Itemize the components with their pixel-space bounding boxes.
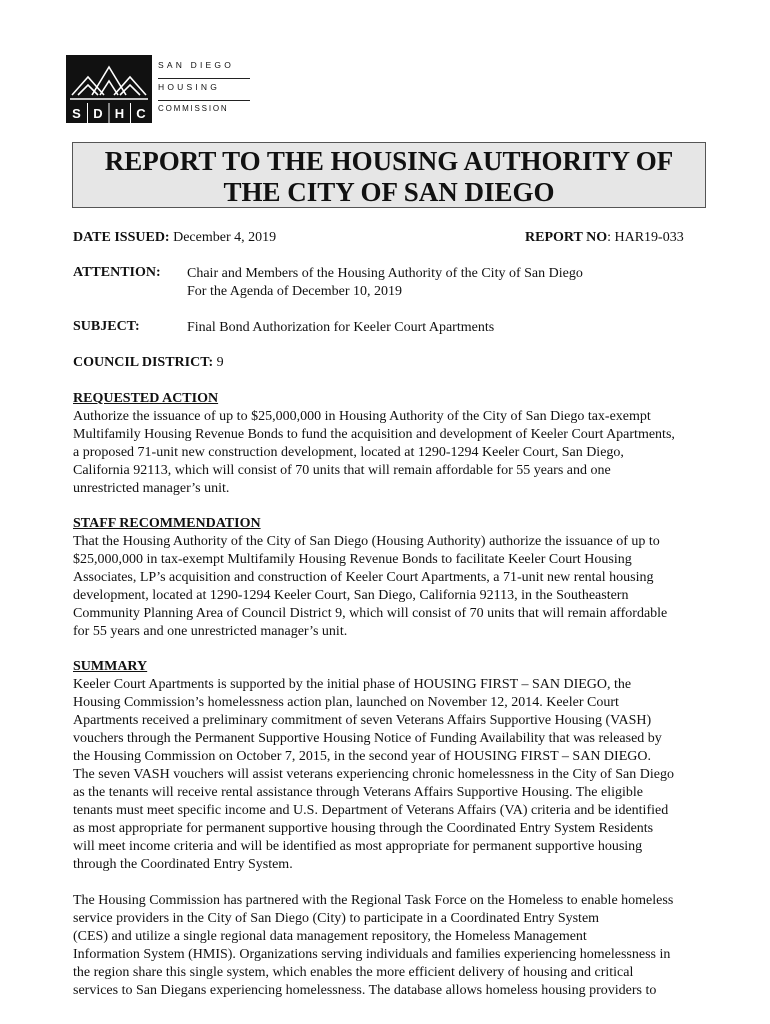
report-number-value: HAR19-033 — [614, 230, 684, 245]
requested-action-section — [73, 390, 723, 498]
attention-value — [187, 265, 583, 301]
summary-line: The Housing Commission has partnered with the Regional Task Force on the Homeless to enable homeless — [73, 893, 674, 908]
requested-action-line: a proposed 71-unit new construction development, located at 1290-1294 Keeler Court, San Diego, — [73, 445, 624, 460]
summary-line: Keeler Court Apartments is supported by the initial phase of HOUSING FIRST – SAN DIEGO, the — [73, 677, 632, 692]
summary-line: tenants must meet specific income and U.S. Department of Veterans Affairs (VA) criteria and be identified — [73, 803, 669, 818]
requested-action-line: Multifamily Housing Revenue Bonds to fund the acquisition and development of Keeler Court Apartments, — [73, 427, 675, 442]
attention-line2: For the Agenda of December 10, 2019 — [187, 284, 402, 299]
summary-line: The seven VASH vouchers will assist veterans experiencing chronic homelessness in the City of San Diego — [73, 767, 674, 782]
report-title — [72, 142, 706, 208]
summary-line: service providers in the City of San Diego (City) to participate in a Coordinated Entry System — [73, 911, 600, 926]
summary-line: as the tenants will receive rental assistance through Veterans Affairs Supportive Housing. The eligible — [73, 785, 643, 800]
logo-line-commission: COMMISSION — [158, 104, 229, 113]
report-number-label: REPORT NO — [525, 230, 608, 245]
requested-action-line: Authorize the issuance of up to $25,000,000 in Housing Authority of the City of San Diego tax-exempt — [73, 409, 651, 424]
report-number: REPORT NO: HAR19-033 — [525, 230, 684, 245]
council-district — [73, 354, 224, 372]
council-district-value: 9 — [216, 355, 224, 370]
logo-wordmark — [158, 57, 250, 122]
logo-line-housing: HOUSING — [158, 79, 250, 101]
logo-line-san-diego: SAN DIEGO — [158, 57, 250, 79]
summary-line: as most appropriate for permanent supportive housing through the Coordinated Entry System Residents — [73, 821, 654, 836]
summary-line: the Housing Commission on October 7, 2015, in the second year of HOUSING FIRST – SAN DIEGO. — [73, 749, 651, 764]
summary-line: through the Coordinated Entry System. — [73, 857, 293, 872]
requested-action-heading: REQUESTED ACTION — [73, 391, 219, 406]
requested-action-line: California 92113, which will consist of 70 units that will remain affordable for 55 years and one — [73, 463, 611, 478]
date-issued-label: DATE ISSUED: — [73, 230, 170, 245]
requested-action-line: unrestricted manager’s unit. — [73, 481, 230, 496]
staff-recommendation-line: That the Housing Authority of the City of San Diego (Housing Authority) authorize the issuance of up to — [73, 534, 660, 549]
staff-recommendation-line: development, located at 1290-1294 Keeler Court, San Diego, California 92113, in the Southeastern — [73, 588, 629, 603]
emblem-letter: S — [72, 106, 81, 121]
paragraph-gap — [73, 874, 723, 892]
emblem-letter: D — [93, 106, 103, 121]
staff-recommendation-line: for 55 years and one unrestricted manager’s unit. — [73, 624, 348, 639]
summary-line: services to San Diegans experiencing homelessness. The database allows homeless housing providers to — [73, 983, 657, 998]
date-issued-value: December 4, 2019 — [173, 230, 277, 245]
summary-line: (CES) and utilize a single regional data management repository, the Homeless Management — [73, 929, 587, 944]
subject-value: Final Bond Authorization for Keeler Court Apartments — [187, 320, 495, 335]
summary-line: the region share this single system, which enables the more efficient delivery of housing and critical — [73, 965, 634, 980]
staff-recommendation-line: Associates, LP’s acquisition and construction of Keeler Court Apartments, a 71-unit new rental housing — [73, 570, 654, 585]
emblem-letter: C — [136, 106, 146, 121]
report-title-line1: REPORT TO THE HOUSING AUTHORITY OF — [104, 146, 674, 176]
summary-line: Apartments received a preliminary commitment of seven Veterans Affairs Supportive Housing (VASH) — [73, 713, 652, 728]
sdhc-emblem — [66, 55, 152, 123]
summary-line: vouchers through the Permanent Supportive Housing Notice of Funding Availability that was released by — [73, 731, 662, 746]
emblem-letter: H — [114, 106, 125, 121]
attention-line1: Chair and Members of the Housing Authority of the City of San Diego — [187, 266, 583, 281]
staff-recommendation-heading: STAFF RECOMMENDATION — [73, 516, 261, 531]
sdhc-logo — [66, 55, 266, 127]
summary-line: Information System (HMIS). Organizations serving individuals and families experiencing homelessness in — [73, 947, 671, 962]
subject-label: SUBJECT: — [73, 319, 140, 334]
staff-recommendation-line: Community Planning Area of Council District 9, which will consist of 70 units that will remain affordable — [73, 606, 668, 621]
attention-label: ATTENTION: — [73, 265, 161, 280]
summary-line: will meet income criteria and will be identified as most appropriate for permanent supportive housing — [73, 839, 643, 854]
summary-section — [73, 658, 723, 1000]
staff-recommendation-line: $25,000,000 in tax-exempt Multifamily Housing Revenue Bonds to facilitate Keeler Court Housing — [73, 552, 632, 567]
council-district-label: COUNCIL DISTRICT: — [73, 355, 214, 370]
summary-line: Housing Commission’s homelessness action plan, launched on November 12, 2014. Keeler Court — [73, 695, 619, 710]
date-issued — [73, 229, 276, 247]
staff-recommendation-section — [73, 515, 723, 641]
report-title-line2: THE CITY OF SAN DIEGO — [223, 177, 555, 207]
summary-heading: SUMMARY — [73, 659, 148, 674]
